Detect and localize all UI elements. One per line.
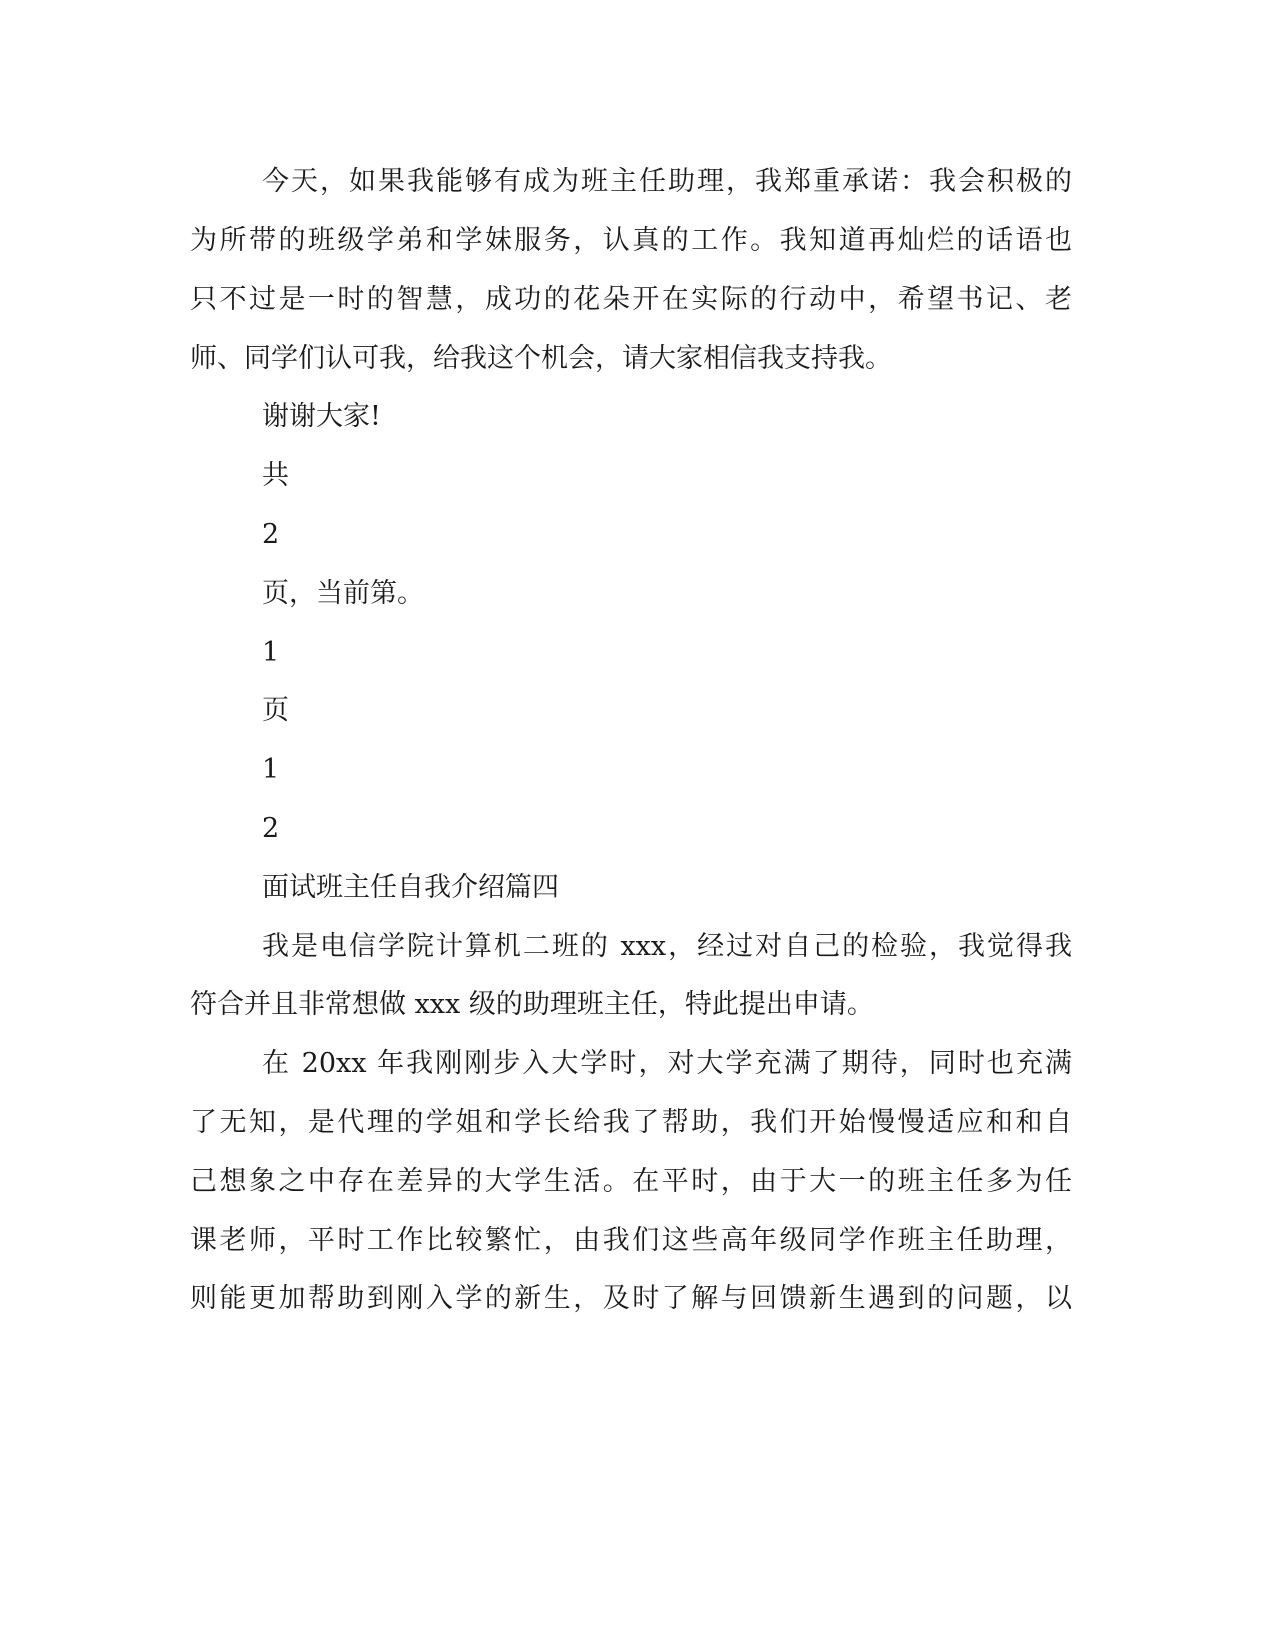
paragraph-line: 师、同学们认可我，给我这个机会，请大家相信我支持我。	[190, 343, 892, 374]
paragraph-line: 在 20xx 年我刚刚步入大学时，对大学充满了期待，同时也充满	[262, 1048, 1072, 1079]
paragraph-line: 只不过是一时的智慧，成功的花朵开在实际的行动中，希望书记、老	[190, 284, 1072, 315]
paragraph-line: 己想象之中存在差异的大学生活。在平时，由于大一的班主任多为任	[190, 1166, 1072, 1197]
page-counter-text: 共	[262, 460, 289, 491]
paragraph-line: 符合并且非常想做 xxx 级的助理班主任，特此提出申请。	[190, 989, 874, 1020]
page-counter-current: 1	[262, 637, 280, 668]
paragraph-line: 今天，如果我能够有成为班主任助理，我郑重承诺：我会积极的	[262, 166, 1072, 197]
paragraph-line: 则能更加帮助到刚入学的新生，及时了解与回馈新生遇到的问题，以	[190, 1283, 1072, 1314]
page-counter-text: 页	[262, 695, 289, 726]
page-link-2[interactable]: 2	[262, 813, 280, 844]
page-counter-total: 2	[262, 519, 280, 550]
closing-line: 谢谢大家!	[262, 401, 381, 432]
paragraph-line: 了无知，是代理的学姐和学长给我了帮助，我们开始慢慢适应和和自	[190, 1107, 1072, 1138]
paragraph-line: 为所带的班级学弟和学妹服务，认真的工作。我知道再灿烂的话语也	[190, 225, 1072, 256]
page-link-1[interactable]: 1	[262, 754, 280, 785]
section-heading: 面试班主任自我介绍篇四	[262, 872, 559, 903]
paragraph-line: 课老师，平时工作比较繁忙，由我们这些高年级同学作班主任助理，	[190, 1225, 1072, 1256]
page-counter-text: 页，当前第。	[262, 578, 424, 609]
paragraph-line: 我是电信学院计算机二班的 xxx，经过对自己的检验，我觉得我	[262, 931, 1072, 962]
